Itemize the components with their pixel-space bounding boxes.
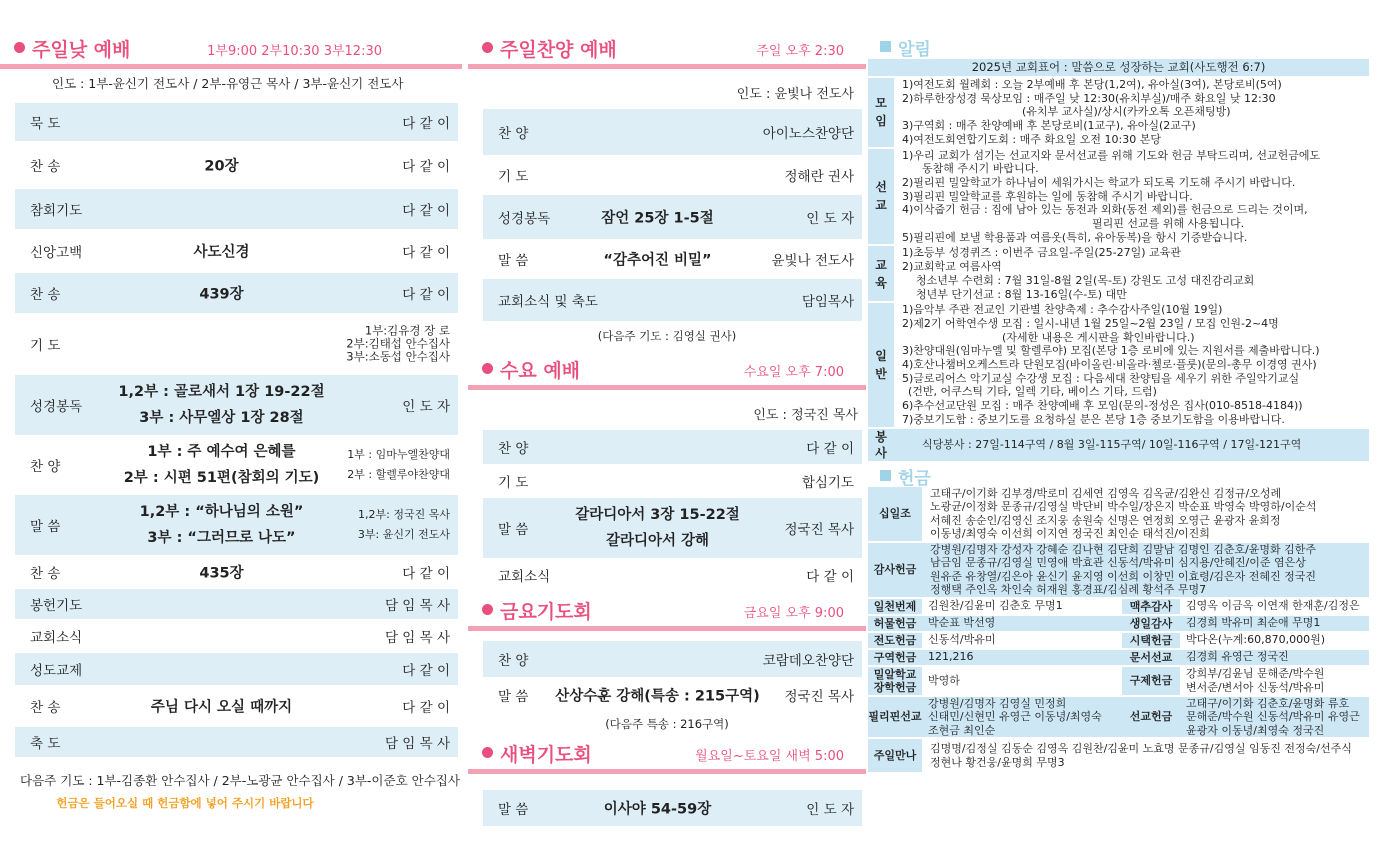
order-label: 축 도: [30, 736, 61, 752]
order-person: 다 같 이: [402, 566, 450, 582]
order-row: [15, 589, 458, 619]
order-person-line: 1부 : 임마누엘찬양대: [347, 448, 450, 461]
order-person: 윤빛나 전도사: [771, 253, 854, 269]
friday-service-title: 금요기도회: [500, 601, 592, 623]
order-row: [483, 641, 862, 677]
notice-body: [894, 148, 1369, 246]
order-content: 사도신경: [193, 244, 250, 261]
notice-body: [894, 245, 1369, 302]
notice-line: 1)음악부 주관 전교인 기관별 찬양축제 : 추수감사주일(10월 19일): [902, 303, 1223, 317]
order-person: 인 도 자: [806, 211, 854, 227]
offering-label: 감사헌금: [868, 542, 922, 598]
order-label: 성경봉독: [498, 211, 551, 227]
offering-names: [922, 487, 1369, 542]
offering-line: 강병원/김명자 강성자 강혜순 김나현 김단희 김말남 김명인 김춘호/윤명화 김한주: [930, 542, 1317, 556]
offering-line: 정행택 주인옥 차인숙 허재원 홍경표/김심례 황석주 무명7: [930, 583, 1207, 597]
order-row: [483, 195, 862, 239]
order-row: [15, 555, 458, 589]
order-label: 기 도: [498, 475, 529, 491]
order-row: [15, 619, 458, 653]
sunday-order-list: [0, 103, 462, 757]
notice-line: 4)이삭줍기 헌금 : 집에 남아 있는 동전과 외화(동전 제외)를 헌금으로 드리는 것이며,: [902, 203, 1308, 217]
offering-names: [922, 739, 1369, 773]
sunday-leaders: 인도 : 1부-윤신기 전도사 / 2부-유영근 목사 / 3부-윤신기 전도사: [52, 76, 404, 91]
order-person: 다 같 이: [402, 116, 450, 132]
order-content-line: 3부 : “그러므로 나도”: [147, 530, 296, 546]
order-person: 담 임 목 사: [384, 736, 450, 752]
offering-label: 문서선교: [1122, 649, 1180, 666]
bullet-dot-icon: [14, 42, 25, 53]
notice-category: [868, 428, 894, 462]
order-person: 인 도 자: [806, 802, 854, 818]
offering-line: 김영옥 이금옥 이연재 한재훈/김정은: [1186, 599, 1360, 613]
notice-body: [894, 302, 1369, 427]
offering-line: 윤광자 이동녕/최영숙 정국진: [1186, 723, 1325, 737]
notice-category-char: 선: [875, 180, 887, 195]
offering-line: 남금임 문종규/김영실 민영애 박효관 신동석/박유미 심지용/안혜진/이준 염은상: [930, 556, 1306, 570]
offering-label: 필리핀선교: [868, 696, 922, 739]
offering-grid-row: [868, 615, 1369, 632]
order-content-line: 1부 : 주 예수여 은혜를: [147, 444, 296, 460]
notice-line: 7)중보기도함 : 중보기도를 요청하실 분은 본당 1층 중보기도함을 이용바랍니다.: [902, 412, 1285, 426]
order-content: [553, 502, 762, 554]
order-content: [85, 379, 358, 431]
offering-line: 김명명/김정실 김동순 김영옥 김원찬/김윤미 노효명 문종규/김영실 임동진 전정숙/선주식: [930, 742, 1352, 756]
offering-line: 변서준/변서아 신동석/박유미: [1186, 680, 1325, 694]
order-content: “감추어진 비밀”: [603, 252, 712, 269]
notice-header: [868, 25, 1381, 65]
sunday-service-time: 1부9:00 2부10:30 3부12:30: [207, 44, 382, 59]
order-row: [483, 464, 862, 498]
notice-line: 동참해 주시기 바랍니다.: [922, 162, 1039, 176]
sunday-service-column: [0, 0, 462, 811]
offering-label: 시택헌금: [1122, 632, 1180, 649]
order-label: 찬 양: [498, 126, 529, 142]
order-person-line: 3부:소동섭 안수집사: [346, 349, 450, 364]
order-label: 교회소식: [30, 630, 83, 646]
church-motto: 2025년 교회표어 : 말씀으로 성장하는 교회(사도행전 6:7): [868, 59, 1369, 76]
afternoon-services-column: [468, 0, 866, 826]
notice-line: 1)우리 교회가 섬기는 선교지와 문서선교를 위해 기도와 헌금 부탁드리며, 선교헌금에도: [902, 148, 1321, 162]
friday-next: (다음주 특송 : 216구역): [605, 717, 729, 731]
notice-line: 4)여전도회연합기도회 : 매주 화요일 오전 10:30 본당: [902, 132, 1161, 146]
order-label: 봉헌기도: [30, 598, 83, 614]
offering-names: [922, 666, 1122, 696]
offering-line: 신동석/박유미: [928, 633, 996, 647]
order-content: 435장: [199, 565, 244, 582]
notice-line: 2)필리핀 밀알학교가 하나님이 세워가시는 학교가 되도록 기도해 주시기 바랍니다.: [902, 175, 1296, 189]
bullet-dot-icon: [482, 747, 493, 758]
offering-names: [922, 649, 1122, 666]
offering-label: 맥추감사: [1122, 599, 1180, 615]
order-label: 말 씀: [498, 689, 529, 705]
offering-header: [868, 463, 1381, 487]
order-person: 합심기도: [801, 475, 854, 491]
order-person: 인 도 자: [402, 399, 450, 415]
offering-line: 박영하: [928, 673, 960, 687]
order-row: [15, 103, 458, 141]
order-content: [85, 439, 358, 491]
order-label: 찬 양: [498, 441, 529, 457]
order-person: 다 같 이: [402, 663, 450, 679]
order-row: [483, 155, 862, 195]
notice-line: 3)필리핀 밀알학교를 후원하는 일에 동참해 주시기 바랍니다.: [902, 189, 1193, 203]
sunday-next-prayer: 다음주 기도 : 1부-김종환 안수집사 / 2부-노광균 안수집사 / 3부-이준호 안수집사: [20, 773, 460, 788]
order-row: [15, 375, 458, 435]
offering-names: [922, 542, 1369, 598]
order-row: [483, 498, 862, 558]
notice-row: [868, 78, 1369, 148]
order-row: [15, 189, 458, 229]
notice-category: [868, 78, 894, 148]
order-person: 다 같 이: [402, 203, 450, 219]
order-row: [15, 653, 458, 685]
order-content: 439장: [199, 286, 244, 303]
notice-category-char: 임: [875, 114, 887, 129]
notice-category-char: 봉: [875, 429, 887, 444]
offering-line: 강희부/김윤님 문해준/박수원: [1186, 667, 1325, 681]
offering-title: 헌금: [898, 468, 931, 489]
order-person: 정해란 권사: [784, 169, 854, 185]
offering-label: 생일감사: [1122, 615, 1180, 632]
notice-line: (유치부 교사실)/상시(카카오톡 오픈채팅방): [1022, 105, 1231, 119]
notice-title: 알림: [898, 40, 931, 60]
notice-line: 4)호산나챔버오케스트라 단원모집(바이올린·비올라·첼로·플룻)(문의-총무 이경영 권사): [902, 358, 1317, 372]
order-person: 다 같 이: [402, 159, 450, 175]
dawn-service-header: [468, 735, 866, 769]
order-person: [346, 325, 450, 364]
offering-names: [922, 632, 1122, 649]
order-content: 주님 다시 오실 때까지: [150, 699, 293, 716]
order-row: [483, 558, 862, 592]
order-row: [483, 430, 862, 464]
weekly-manna-table: [868, 739, 1369, 774]
square-bullet-icon: [880, 470, 891, 481]
offering-line: 고태구/이기화 김춘호/윤명화 류호: [1186, 696, 1350, 710]
praise-next: (다음주 기도 : 김영실 권사): [597, 329, 737, 343]
notice-category: [868, 302, 894, 427]
order-row: [15, 273, 458, 313]
offering-grid-row: [868, 696, 1369, 739]
notice-body: [894, 428, 1369, 462]
order-label: 말 씀: [498, 253, 529, 269]
praise-leader: 인도 : 윤빛나 전도사: [736, 87, 854, 102]
offering-table: [868, 487, 1369, 599]
praise-service-header: [468, 30, 866, 64]
notice-line: 청소년부 수련회 : 7월 31일-8월 2일(목-토) 강원도 고성 대진감리교회: [916, 273, 1255, 287]
offering-line: 김원찬/김윤미 김춘호 무명1: [928, 599, 1063, 613]
offering-label: 일천번제: [868, 599, 922, 615]
offering-label: 허물헌금: [868, 615, 922, 632]
order-label: 찬 송: [30, 159, 61, 175]
order-label: 기 도: [498, 169, 529, 185]
wednesday-service-title: 수요 예배: [500, 360, 581, 382]
offering-label: 선교헌금: [1122, 696, 1180, 739]
order-row: [483, 109, 862, 155]
notice-row: [868, 245, 1369, 302]
offering-line: 김경희 박유미 최순애 무명1: [1186, 616, 1321, 630]
notice-category-char: 교: [875, 198, 887, 213]
dawn-service-title: 새벽기도회: [500, 744, 592, 766]
offering-names: [1180, 696, 1369, 739]
order-person: 코람데오찬양단: [762, 653, 854, 669]
sunday-service-header: [0, 30, 462, 64]
order-content: [85, 499, 358, 551]
order-label: 기 도: [30, 338, 61, 354]
order-person: 다 같 이: [402, 287, 450, 303]
order-content: 산상수훈 강해(특송 : 215구역): [555, 688, 760, 705]
order-person: 담 임 목 사: [384, 630, 450, 646]
order-label: 참회기도: [30, 203, 83, 219]
order-row: [483, 239, 862, 279]
offering-line: 121,216: [928, 650, 974, 664]
notice-line: 청년부 단기선교 : 8월 13-16일(수-토) 대만: [916, 287, 1127, 301]
notice-line: 5)글로리어스 악기교실 수강생 모집 : 다음세대 찬양팀을 세우기 위한 주일악기교실: [902, 371, 1300, 385]
order-row: [483, 677, 862, 713]
notice-line: 2)교회학교 여름사역: [902, 260, 1002, 274]
order-row: [483, 790, 862, 826]
order-row: [15, 313, 458, 375]
praise-service-time: 주일 오후 2:30: [756, 44, 844, 59]
notice-line: 1)여전도회 월례회 : 오늘 2부예배 후 본당(1,2여), 유아실(3여), 본당로비(5여): [902, 78, 1282, 91]
order-label: 찬 양: [498, 653, 529, 669]
notice-line: 2)하루한장성경 묵상모임 : 매주일 낮 12:30(유치부실)/매주 화요일 낮 12:30: [902, 91, 1276, 105]
notice-category: [868, 148, 894, 246]
wednesday-leader: 인도 : 정국진 목사: [753, 408, 858, 423]
order-person-line: 1,2부: 정국진 목사: [358, 508, 450, 521]
notice-category-char: 반: [875, 366, 887, 381]
offering-line: 원유준 유창열/김은아 윤신기 윤지영 이선희 이창민 이효령/김은자 전혜진 정국진: [930, 569, 1317, 583]
offering-line: 서혜진 송순인/김영신 조지웅 송원숙 신명은 연정희 오영근 윤광자 윤희정: [930, 513, 1281, 527]
offering-names: [1180, 649, 1369, 666]
order-person-line: 2부 : 할렐루야찬양대: [347, 468, 450, 481]
order-label: 성경봉독: [30, 399, 83, 415]
offering-names: [922, 615, 1122, 632]
notice-line: 1)초등부 성경퀴즈 : 이번주 금요일-주일(25-27일) 교육관: [902, 246, 1181, 260]
notice-category-char: 육: [875, 275, 887, 290]
offering-label: 십일조: [868, 487, 922, 542]
notice-line: 5)필리핀에 보낼 학용품과 여름옷(특히, 유아동복)을 항시 기증받습니다.: [902, 230, 1248, 244]
order-row: [15, 435, 458, 495]
order-person: 다 같 이: [402, 700, 450, 716]
offering-label: 전도헌금: [868, 632, 922, 649]
order-row: [15, 141, 458, 189]
offering-line: 박순표 박선영: [928, 616, 996, 630]
offering-line: 문해준/박수원 신동석/박유미 유영근: [1186, 710, 1360, 724]
bullet-dot-icon: [482, 42, 493, 53]
notice-body: [894, 78, 1369, 148]
praise-service-title: 주일찬양 예배: [500, 39, 617, 61]
order-content-line: 3부 : 사무엘상 1장 28절: [139, 410, 304, 426]
offering-grid-row: [868, 599, 1369, 615]
offering-line: 정현나 황건웅/윤명희 무명3: [930, 755, 1065, 769]
order-person: 정국진 목사: [784, 522, 854, 538]
order-content-line: 1,2부 : 골로새서 1장 19-22절: [118, 384, 325, 400]
dawn-order-list: [468, 790, 866, 826]
offering-grid-row: [868, 632, 1369, 649]
offering-line: 김경희 유영근 정국진: [1186, 650, 1289, 664]
friday-service-time: 금요일 오후 9:00: [743, 606, 844, 621]
order-label: 교회소식 및 축도: [498, 294, 598, 310]
order-person: 다 같 이: [806, 569, 854, 585]
wednesday-service-time: 수요일 오후 7:00: [743, 365, 844, 380]
order-row: [15, 685, 458, 727]
wednesday-service-header: [468, 351, 866, 385]
sunday-service-title: 주일낮 예배: [32, 39, 131, 61]
notice-category-char: 교: [875, 257, 887, 272]
order-row: [483, 279, 862, 321]
notice-line: (자세한 내용은 게시판을 확인바랍니다.): [1002, 330, 1195, 344]
bullet-dot-icon: [482, 363, 493, 374]
order-label: 찬 송: [30, 566, 61, 582]
offering-names: [1180, 615, 1369, 632]
notice-line: 식당봉사 : 27일-114구역 / 8월 3일-115구역/ 10일-116구역 / 17일-121구역: [922, 437, 1302, 451]
order-person: [347, 445, 450, 485]
order-person: 다 같 이: [806, 441, 854, 457]
notice-category-char: 사: [875, 445, 887, 460]
order-person-line: 3부: 윤신기 전도사: [357, 528, 450, 541]
offering-line: 강병원/김명자 김영실 민정희: [928, 696, 1067, 710]
offering-line: 신태민/신현민 유영근 이동녕/최영숙: [928, 710, 1102, 724]
notice-line: 6)추수선교단원 모집 : 매주 찬양예배 후 모임(문의-정성은 집사(010-8518-4184)): [902, 399, 1303, 413]
dawn-service-time: 월요일~토요일 새벽 5:00: [695, 749, 844, 764]
order-label: 말 씀: [498, 802, 529, 818]
offering-grid: [868, 599, 1369, 740]
order-person: 아이노스찬양단: [762, 126, 854, 142]
notice-table: [868, 78, 1369, 463]
notice-line: (건반, 어쿠스틱 기타, 일렉 기타, 베이스 기타, 드럼): [908, 385, 1157, 399]
friday-order-list: [468, 641, 866, 713]
offering-names: [922, 696, 1122, 739]
offering-row: [868, 542, 1369, 598]
notice-line: 3)구역회 : 매주 찬양예배 후 본당로비(1교구), 유아실(2교구): [902, 119, 1196, 133]
order-row: [15, 495, 458, 555]
order-label: 찬 송: [30, 700, 61, 716]
offering-note: 헌금은 들어오실 때 헌금함에 넣어 주시기 바랍니다: [56, 796, 314, 810]
order-person: 담 임 목 사: [384, 598, 450, 614]
notice-row: [868, 302, 1369, 427]
offering-label: 구역헌금: [868, 649, 922, 666]
order-person: 정국진 목사: [784, 689, 854, 705]
notice-line: 2)제2기 어학연수생 모집 : 일시-내년 1월 25일~2월 23일 / 모집 인원-2~4명: [902, 316, 1279, 330]
offering-label: 주일만나: [868, 739, 922, 773]
offering-row: [868, 739, 1369, 773]
offering-line: 고태구/이기화 김부경/박로미 김세연 김영옥 김옥균/김완신 김정규/오성례: [930, 486, 1282, 500]
order-content: 잠언 25장 1-5절: [601, 210, 714, 227]
order-person: 다 같 이: [402, 245, 450, 261]
offering-names: [1180, 632, 1369, 649]
offering-label: 밀알학교 장학헌금: [868, 666, 922, 696]
offering-line: 노광균/이정화 문종규/김영실 박단비 박수일/장은지 박순표 박영숙 박영하/이순석: [930, 500, 1317, 514]
order-label: 신앙고백: [30, 245, 83, 261]
offering-label: 구제헌금: [1122, 666, 1180, 696]
notice-category-char: 일: [875, 348, 887, 363]
praise-order-list: [468, 109, 866, 321]
notice-line: 필리핀 선교를 위해 사용됩니다.: [1092, 217, 1245, 231]
offering-grid-row: [868, 649, 1369, 666]
order-person-line: 1부:김유경 장 로: [364, 323, 450, 338]
order-label: 말 씀: [498, 522, 529, 538]
order-content-line: 1,2부 : “하나님의 소원”: [139, 504, 304, 520]
notice-offering-column: [868, 0, 1381, 774]
order-person: [358, 505, 450, 545]
order-content-line: 갈라디아서 3장 15-22절: [575, 507, 740, 523]
notice-line: 3)찬양대원(임마누엘 및 할렐루야) 모집(본당 1층 로비에 있는 지원서를 제출바랍니다.): [902, 344, 1320, 358]
offering-names: [1180, 666, 1369, 696]
square-bullet-icon: [880, 41, 891, 52]
order-row: [15, 727, 458, 757]
offering-names: [1180, 599, 1369, 615]
notice-category: [868, 245, 894, 302]
order-content: 이사야 54-59장: [603, 801, 712, 818]
notice-row: [868, 428, 1369, 462]
order-label: 찬 양: [30, 459, 61, 475]
order-person-line: 2부:김태섭 안수집사: [346, 336, 450, 351]
wednesday-order-list: [468, 430, 866, 592]
order-label: 묵 도: [30, 116, 61, 132]
notice-category-char: 모: [875, 96, 887, 111]
offering-line: 조현금 최인순: [928, 723, 996, 737]
offering-line: 박다온(누계:60,870,000원): [1186, 633, 1326, 647]
order-label: 교회소식: [498, 569, 551, 585]
order-label: 성도교제: [30, 663, 83, 679]
order-person: 담임목사: [801, 294, 854, 310]
order-content: 20장: [204, 158, 239, 175]
order-row: [15, 229, 458, 273]
order-content-line: 갈라디아서 강해: [605, 533, 710, 549]
order-label: 찬 송: [30, 287, 61, 303]
offering-grid-row: [868, 666, 1369, 696]
bullet-dot-icon: [482, 604, 493, 615]
friday-service-header: [468, 592, 866, 626]
offering-line: 이동녕/최영숙 이선희 이지연 정국진 최인순 태석진/이진희: [930, 527, 1210, 541]
offering-names: [922, 599, 1122, 615]
order-label: 말 씀: [30, 519, 61, 535]
offering-row: [868, 487, 1369, 542]
order-content-line: 2부 : 시편 51편(참회의 기도): [123, 470, 320, 486]
notice-row: [868, 148, 1369, 246]
